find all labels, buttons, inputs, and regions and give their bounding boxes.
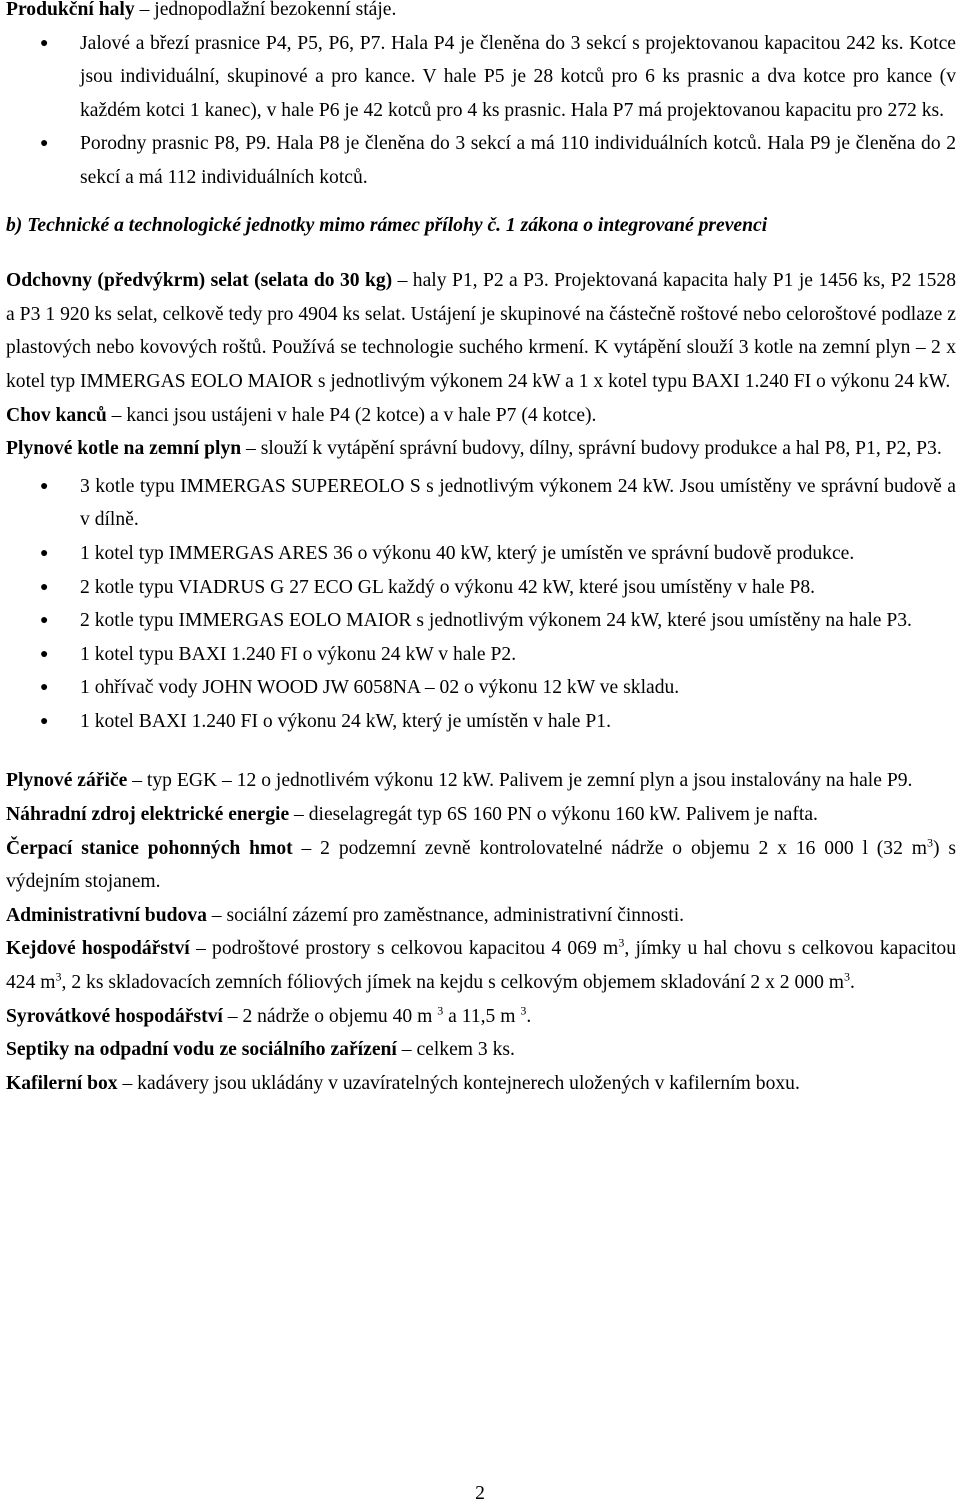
boars-title: Chov kanců xyxy=(6,404,107,426)
production-halls-subtitle: – jednopodlažní bezokenní stáje. xyxy=(139,0,397,20)
admin-paragraph: Administrativní budova – sociální zázemí pro zaměstnance, administrativní činnosti. xyxy=(6,904,685,926)
document-page xyxy=(6,0,956,1100)
gas-boilers-paragraph: Plynové kotle na zemní plyn – slouží k vytápění správní budovy, dílny, správní budovy produkce a hal P8, P1, P2, P3. xyxy=(6,438,942,460)
manure-paragraph: Kejdové hospodářství – podroštové prostory s celkovou kapacitou 4 069 $m^3$, jímky u hal chovu s celkovou kapacitou 424 $m^3$, 2 ks skladovacích zemních fóliových jímek na kejdu s celkovým objemem skladování 2 x 2 000 $m^3$. xyxy=(6,935,957,994)
list-item: ● Jalové a březí prasnice P4, P5, P6, P7. Hala P4 je členěna do 3 sekcí s projektovanou kapacitou 242 ks. Kotce jsou individuální, skupinové a pro kance. V hale P5 je 28 kotců pro 6 ks prasnic a dva kotce pro kance (v každém kotci 1 kanec), v hale P6 je 42 kotců pro 4 ks prasnic. Hala P7 má projektovanou kapacitu pro 272 ks. xyxy=(6,27,956,128)
whey-paragraph: Syrovátkové hospodářství – 2 nádrže o objemu 40 m $^3$ a 11,5 m $^3$. xyxy=(6,1003,532,1027)
boars-paragraph: Chov kanců – kanci jsou ustájeni v hale P4 (2 kotce) a v hale P7 (4 kotce). xyxy=(6,404,597,426)
bullet-icon: ● xyxy=(40,713,49,729)
heaters-title: Plynové zářiče xyxy=(6,770,128,792)
production-halls-title: Produkční haly xyxy=(6,0,135,20)
list-item: ● 1 ohřívač vody JOHN WOOD JW 6058NA – 02 o výkonu 12 kW ve skladu. xyxy=(6,671,956,705)
page-number: 2 xyxy=(475,1483,485,1504)
rearing-title: Odchovny (předvýkrm) selat (selata do 30 kg) xyxy=(6,270,393,292)
bullet-icon: ● xyxy=(40,478,49,494)
carcass-paragraph: Kafilerní box – kadávery jsou ukládány v uzavíratelných kontejnerech uložených v kafilerním boxu. xyxy=(6,1072,800,1094)
backup-power-title: Náhradní zdroj elektrické energie xyxy=(6,804,290,826)
whey-title: Syrovátkové hospodářství xyxy=(6,1005,223,1027)
heaters-paragraph: Plynové zářiče – typ EGK – 12 o jednotlivém výkonu 12 kW. Palivem je zemní plyn a jsou instalovány na hale P9. xyxy=(6,770,913,792)
bullet-icon: ● xyxy=(40,136,49,152)
production-halls-heading xyxy=(6,0,956,27)
list-item: ● 2 kotle typu IMMERGAS EOLO MAIOR s jednotlivým výkonem 24 kW, které jsou umístěny na hale P3. xyxy=(6,604,956,638)
manure-title: Kejdové hospodářství xyxy=(6,938,190,960)
bullet-icon: ● xyxy=(40,646,49,662)
gas-boilers-list xyxy=(6,470,956,739)
bullet-icon: ● xyxy=(40,613,49,629)
section-b-heading: b) Technické a technologické jednotky mimo rámec přílohy č. 1 zákona o integrované prevenci xyxy=(6,214,768,236)
bullet-icon: ● xyxy=(40,35,49,51)
list-item: ● 2 kotle typu VIADRUS G 27 ECO GL každý o výkonu 42 kW, které jsou umístěny v hale P8. xyxy=(6,571,956,605)
backup-power-paragraph: Náhradní zdroj elektrické energie – dieselagregát typ 6S 160 PN o výkonu 160 kW. Palivem je nafta. xyxy=(6,804,818,826)
septic-title: Septiky na odpadní vodu ze sociálního zařízení xyxy=(6,1039,397,1061)
list-item: ● Porodny prasnic P8, P9. Hala P8 je členěna do 3 sekcí a má 110 individuálních kotců. Hala P9 je členěna do 2 sekcí a má 112 individuálních kotců. xyxy=(6,127,956,194)
bullet-icon: ● xyxy=(40,579,49,595)
fuel-station-title: Čerpací stanice pohonných hmot xyxy=(6,837,293,859)
carcass-title: Kafilerní box xyxy=(6,1072,118,1094)
bullet-icon: ● xyxy=(40,545,49,561)
list-item: ● 1 kotel BAXI 1.240 FI o výkonu 24 kW, který je umístěn v hale P1. xyxy=(6,705,956,739)
gas-boilers-title: Plynové kotle na zemní plyn xyxy=(6,438,242,460)
admin-title: Administrativní budova xyxy=(6,904,207,926)
fuel-station-paragraph: Čerpací stanice pohonných hmot – 2 podzemní zevně kontrolovatelné nádrže o objemu 2 x 16 000 l (32 $m^3$) s výdejním stojanem. xyxy=(6,835,956,893)
list-item: ● 3 kotle typu IMMERGAS SUPEREOLO S s jednotlivým výkonem 24 kW. Jsou umístěny ve správní budově a v dílně. xyxy=(6,470,956,537)
septic-paragraph: Septiky na odpadní vodu ze sociálního zařízení – celkem 3 ks. xyxy=(6,1039,515,1061)
production-halls-list xyxy=(6,27,956,195)
bullet-icon: ● xyxy=(40,680,49,696)
list-item: ● 1 kotel typu BAXI 1.240 FI o výkonu 24 kW v hale P2. xyxy=(6,638,956,672)
rearing-paragraph: Odchovny (předvýkrm) selat (selata do 30 kg) – haly P1, P2 a P3. Projektovaná kapacita haly P1 je 1456 ks, P2 1528 a P3 1 920 ks selat, celkově tedy pro 4904 ks selat. Ustájení je skupinové na částečně roštové nebo celoroštové podlaze z plastových nebo kovových roštů. Používá se technologie suchého krmení. K vytápění slouží 3 kotle na zemní plyn – 2 x kotel typ IMMERGAS EOLO MAIOR s jednotlivým výkonem 24 kW a 1 x kotel typu BAXI 1.240 FI o výkonu 24 kW. xyxy=(6,270,956,392)
list-item: ● 1 kotel typ IMMERGAS ARES 36 o výkonu 40 kW, který je umístěn ve správní budově produkce. xyxy=(6,537,956,571)
